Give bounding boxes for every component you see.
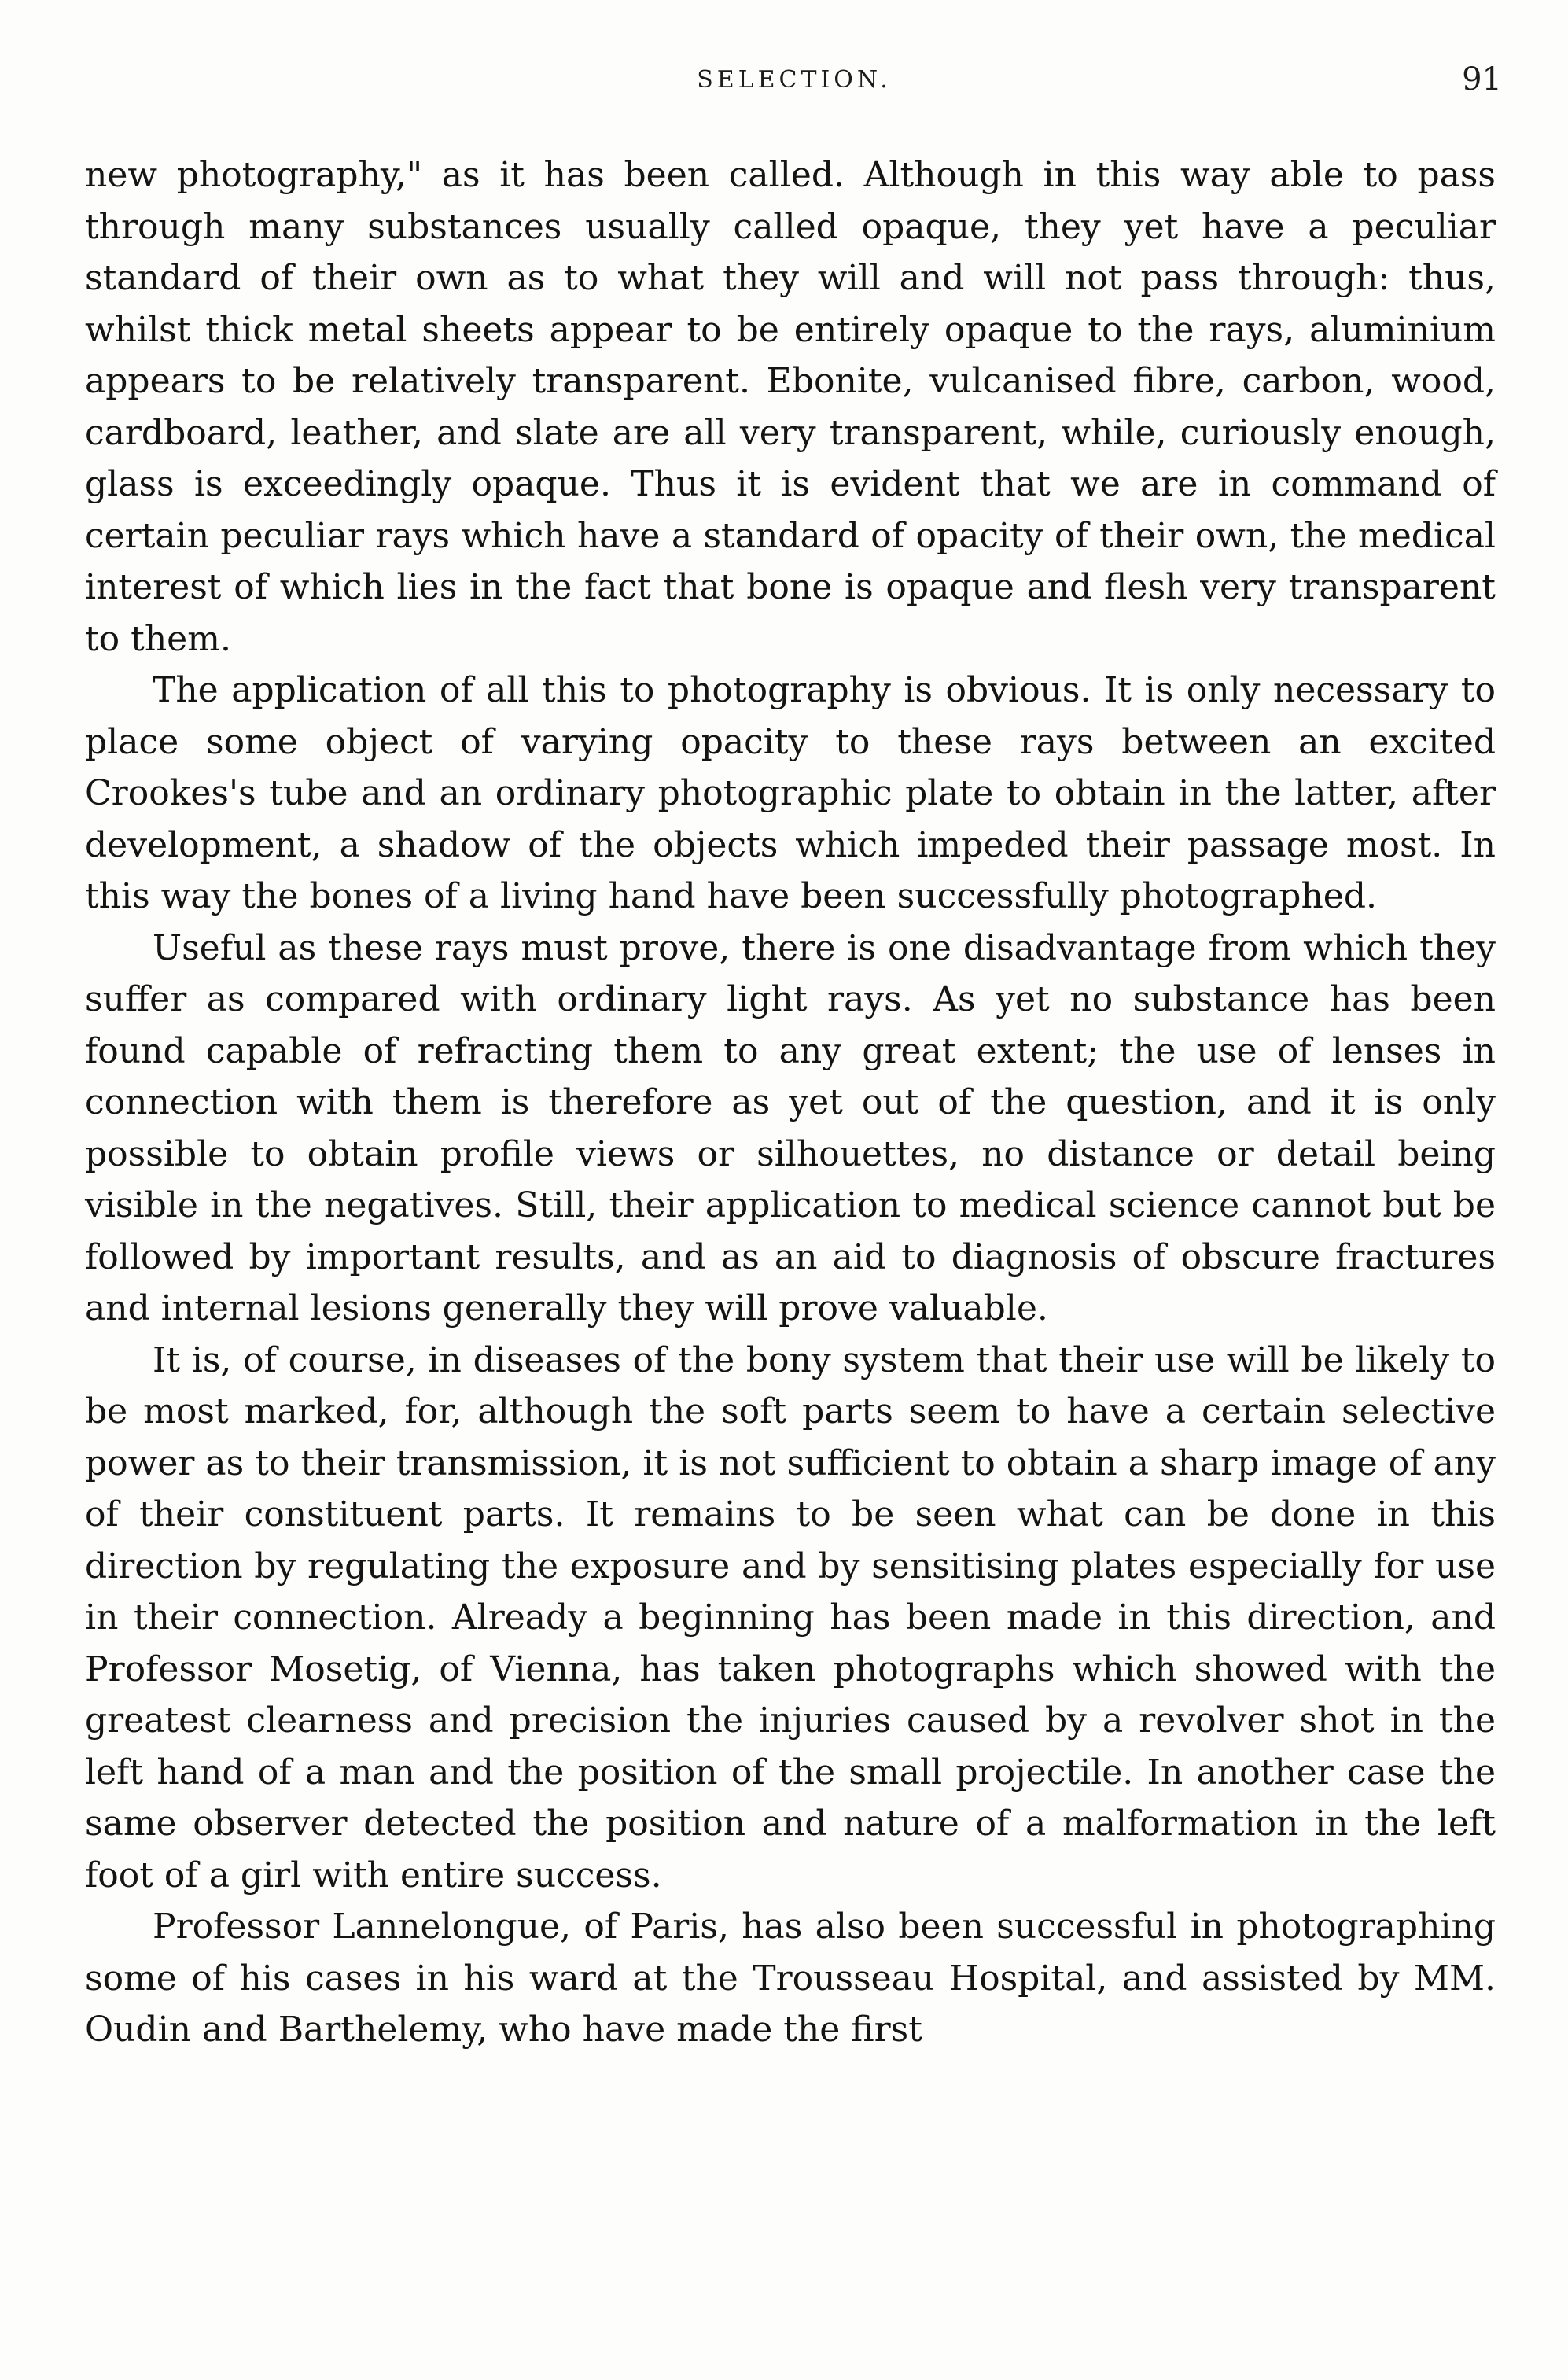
- body-text: [85, 149, 1496, 2056]
- paragraph-bony-system: It is, of course, in diseases of the bony system that their use will be likely to be most marked, for, although the soft parts seem to have a certain selective power as to their transmission, it is not sufficient to obtain a sharp image of any of their constituent parts. It remains to be seen what can be done in this direction by regulating the exposure and by sensitising plates especially for use in their connection. Already a beginning has been made in this direction, and Professor Mosetig, of Vienna, has taken photographs which showed with the greatest clearness and precision the injuries caused by a revolver shot in the left hand of a man and the position of the small projectile. In another case the same observer detected the position and nature of a malformation in the left foot of a girl with entire success.: [85, 1339, 1496, 1896]
- running-head: SELECTION.: [697, 66, 892, 94]
- paragraph-continued: new photography," as it has been called. Although in this way able to pass through many substances usually called opaque, they yet have a peculiar standard of their own as to what they will and will not pass through: thus, whilst thick metal sheets appear to be entirely opaque to the rays, aluminium appears to be relatively transparent. Ebonite, vulcanised fibre, carbon, wood, cardboard, leather, and slate are all very transparent, while, curiously enough, glass is exceedingly opaque. Thus it is evident that we are in command of certain peculiar rays which have a standard of opacity of their own, the medical interest of which lies in the fact that bone is opaque and flesh very transparent to them.: [85, 155, 1496, 659]
- paragraph-application: The application of all this to photography is obvious. It is only necessary to place some object of varying opacity to these rays between an excited Crookes's tube and an ordinary photographic plate to obtain in the latter, after development, a shadow of the objects which impeded their passage most. In this way the bones of a living hand have been successfully photographed.: [85, 670, 1496, 916]
- page-header: [86, 61, 1502, 113]
- page-number: 91: [1462, 61, 1502, 98]
- paragraph-lannelongue: Professor Lannelongue, of Paris, has also been successful in photographing some of his cases in his ward at the Trousseau Hospital, and assisted by MM. Oudin and Barthelemy, who have made the first: [85, 1907, 1496, 2050]
- paragraph-disadvantage: Useful as these rays must prove, there is one disadvantage from which they suffer as compared with ordinary light rays. As yet no substance has been found capable of refracting them to any great extent; the use of lenses in connection with them is therefore as yet out of the question, and it is only possible to obtain profile views or silhouettes, no distance or detail being visible in the negatives. Still, their application to medical science cannot but be followed by important results, and as an aid to diagnosis of obscure fractures and internal lesions generally they will prove valuable.: [85, 927, 1496, 1328]
